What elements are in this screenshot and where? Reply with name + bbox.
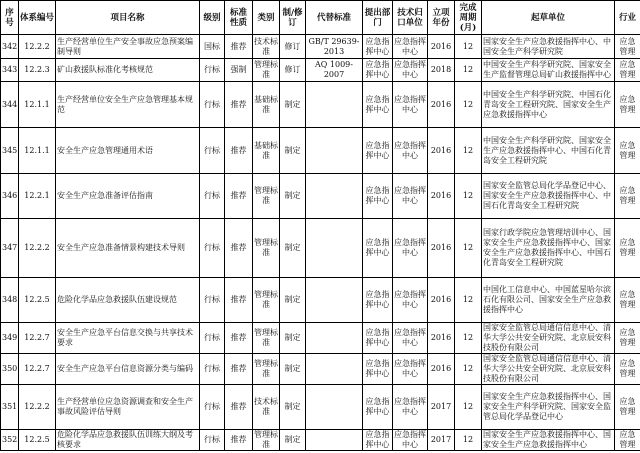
cell-action: 制定 bbox=[280, 385, 306, 430]
cell-code: 12.2.1 bbox=[19, 174, 56, 219]
cell-manager: 应急指挥中心 bbox=[393, 219, 428, 278]
cell-replace bbox=[306, 385, 363, 430]
cell-drafter: 国家安全监管总局化学品登记中心、国家安全生产应急救援指挥中心、中国石化青岛安全工程研究院 bbox=[482, 174, 615, 219]
cell-period: 12 bbox=[455, 128, 482, 174]
cell-industry: 应急管理 bbox=[615, 354, 640, 385]
cell-drafter: 国家安全监管总局通信信息中心、清华大学公共安全研究院、北京辰安科技股份有限公司 bbox=[482, 354, 615, 385]
table-row bbox=[1, 128, 640, 174]
cell-level: 行标 bbox=[200, 430, 225, 451]
cell-category: 管理标准 bbox=[253, 59, 280, 82]
cell-action: 制定 bbox=[280, 219, 306, 278]
cell-name: 生产经营单位安全生产应急管理基本规范 bbox=[56, 82, 200, 128]
cell-seq: 349 bbox=[1, 323, 19, 354]
cell-manager: 应急指挥中心 bbox=[393, 323, 428, 354]
cell-level: 行标 bbox=[200, 354, 225, 385]
header-manager: 技术归口单位 bbox=[393, 1, 428, 35]
table-row bbox=[1, 174, 640, 219]
cell-period: 12 bbox=[455, 174, 482, 219]
cell-proposer: 应急指挥中心 bbox=[363, 354, 393, 385]
cell-seq: 352 bbox=[1, 430, 19, 451]
cell-period: 12 bbox=[455, 59, 482, 82]
header-period: 完成周期(月) bbox=[455, 1, 482, 35]
cell-level: 行标 bbox=[200, 278, 225, 323]
cell-name: 安全生产应急平台信息交换与共享技术要求 bbox=[56, 323, 200, 354]
cell-period: 12 bbox=[455, 323, 482, 354]
cell-proposer: 应急指挥中心 bbox=[363, 385, 393, 430]
cell-name: 安全生产应急管理通用术语 bbox=[56, 128, 200, 174]
cell-proposer: 应急指挥中心 bbox=[363, 82, 393, 128]
cell-code: 12.1.1 bbox=[19, 82, 56, 128]
header-proposer: 提出部门 bbox=[363, 1, 393, 35]
cell-nature: 强制 bbox=[225, 59, 253, 82]
cell-seq: 343 bbox=[1, 59, 19, 82]
header-year: 立项年份 bbox=[428, 1, 455, 35]
cell-level: 行标 bbox=[200, 323, 225, 354]
cell-category: 管理标准 bbox=[253, 354, 280, 385]
cell-period: 12 bbox=[455, 354, 482, 385]
cell-replace: GB/T 29639-2013 bbox=[306, 35, 363, 59]
cell-year: 2017 bbox=[428, 385, 455, 430]
cell-drafter: 中国安全生产科学研究院、国家安全生产应急救援指挥中心、中国石化青岛安全工程研究院 bbox=[482, 128, 615, 174]
cell-industry: 应急管理 bbox=[615, 59, 640, 82]
cell-replace bbox=[306, 128, 363, 174]
cell-manager: 应急指挥中心 bbox=[394, 430, 426, 449]
cell-proposer: 应急指挥中心 bbox=[363, 128, 393, 174]
cell-drafter: 中国化工信息中心、中国蓝星哈尔滨石化有限公司、国家安全生产应急救援指挥中心 bbox=[482, 278, 615, 323]
cell-industry: 应急管理 bbox=[615, 278, 640, 323]
cell-seq: 346 bbox=[1, 174, 19, 219]
cell-action: 修订 bbox=[280, 35, 306, 59]
cell-nature: 推荐 bbox=[225, 128, 253, 174]
cell-level: 行标 bbox=[200, 82, 225, 128]
cell-code: 12.2.2 bbox=[19, 385, 56, 430]
header-industry: 行业 bbox=[615, 1, 640, 35]
cell-period: 12 bbox=[455, 278, 482, 323]
cell-nature: 推荐 bbox=[225, 354, 253, 385]
cell-code: 12.2.3 bbox=[19, 59, 56, 82]
cell-period: 12 bbox=[455, 430, 482, 451]
cell-name: 安全生产应急准备情景构建技术导则 bbox=[56, 219, 200, 278]
cell-drafter: 中国安全生产科学研究院、国家安全生产监督管理总局矿山救援指挥中心 bbox=[482, 59, 615, 82]
cell-year: 2016 bbox=[428, 35, 455, 59]
table-row bbox=[1, 219, 640, 278]
cell-code: 12.1.1 bbox=[19, 128, 56, 174]
cell-replace bbox=[306, 323, 363, 354]
header-seq: 序号 bbox=[1, 1, 19, 35]
cell-replace bbox=[306, 82, 363, 128]
cell-action: 制定 bbox=[280, 354, 306, 385]
cell-period: 12 bbox=[455, 35, 482, 59]
cell-industry: 应急管理 bbox=[615, 430, 640, 451]
cell-category: 管理标准 bbox=[253, 174, 280, 219]
cell-category: 基础标准 bbox=[253, 128, 280, 174]
cell-proposer: 应急指挥中心 bbox=[363, 174, 393, 219]
cell-proposer: 应急指挥中心 bbox=[363, 278, 393, 323]
table-row bbox=[1, 59, 640, 82]
cell-category: 技术标准 bbox=[253, 35, 280, 59]
table-row bbox=[1, 430, 640, 451]
cell-action: 制定 bbox=[280, 430, 306, 451]
cell-year: 2017 bbox=[428, 430, 455, 451]
cell-name: 危险化学品应急救援队伍训练大纲及考核要求 bbox=[56, 430, 200, 451]
cell-manager: 应急指挥中心 bbox=[393, 82, 428, 128]
cell-industry: 应急管理 bbox=[615, 174, 640, 219]
cell-level: 行标 bbox=[200, 59, 225, 82]
cell-year: 2018 bbox=[428, 59, 455, 82]
cell-nature: 推荐 bbox=[225, 430, 253, 451]
cell-action: 制定 bbox=[280, 174, 306, 219]
cell-proposer: 应急指挥中心 bbox=[363, 430, 393, 451]
cell-replace bbox=[306, 354, 363, 385]
header-drafter: 起草单位 bbox=[482, 1, 615, 35]
cell-year: 2016 bbox=[428, 278, 455, 323]
cell-category: 管理标准 bbox=[253, 278, 280, 323]
cell-drafter: 国家安全生产应急救援指挥中心、中国安全生产科学研究院 bbox=[482, 35, 615, 59]
cell-proposer: 应急指挥中心 bbox=[363, 323, 393, 354]
cell-name: 安全生产应急平台信息资源分类与编码 bbox=[56, 354, 200, 385]
cell-proposer: 应急指挥中心 bbox=[363, 219, 393, 278]
cell-replace bbox=[306, 174, 363, 219]
header-nature: 标准性质 bbox=[225, 1, 253, 35]
cell-year: 2016 bbox=[428, 174, 455, 219]
cell-replace: AQ 1009-2007 bbox=[306, 59, 363, 82]
cell-nature: 推荐 bbox=[225, 82, 253, 128]
cell-code: 12.2.5 bbox=[19, 278, 56, 323]
header-replace: 代替标准 bbox=[306, 1, 363, 35]
cell-replace bbox=[306, 219, 363, 278]
cell-category: 管理标准 bbox=[253, 323, 280, 354]
header-level: 级别 bbox=[200, 1, 225, 35]
cell-drafter: 中国安全生产科学研究院、中国石化青岛安全工程研究院、国家安全生产应急救援指挥中心 bbox=[482, 82, 615, 128]
cell-level: 行标 bbox=[200, 219, 225, 278]
cell-manager: 应急指挥中心 bbox=[393, 354, 428, 385]
cell-category: 管理标准 bbox=[254, 430, 278, 449]
cell-year: 2016 bbox=[428, 323, 455, 354]
table-row bbox=[1, 323, 640, 354]
cell-drafter: 国家行政学院应急管理培训中心、国家安全生产应急救援指挥中心、国家安全生产应急救援指挥中心、中国石化青岛安全工程研究院 bbox=[482, 219, 615, 278]
header-code: 体系编号 bbox=[19, 1, 56, 35]
cell-nature: 推荐 bbox=[225, 278, 253, 323]
cell-name: 生产经营单位应急资源调查和安全生产事故风险评估导则 bbox=[56, 385, 200, 430]
header-category: 类别 bbox=[253, 1, 280, 35]
cell-code: 12.2.7 bbox=[19, 323, 56, 354]
cell-action: 制定 bbox=[280, 278, 306, 323]
cell-replace bbox=[306, 278, 363, 323]
cell-code: 12.2.7 bbox=[19, 354, 56, 385]
cell-nature: 推荐 bbox=[225, 323, 253, 354]
header-name: 项目名称 bbox=[56, 1, 200, 35]
table-row bbox=[1, 354, 640, 385]
cell-industry: 应急管理 bbox=[615, 323, 640, 354]
cell-manager: 应急指挥中心 bbox=[393, 128, 428, 174]
cell-proposer: 应急指挥中心 bbox=[363, 59, 393, 82]
cell-code: 12.2.2 bbox=[19, 219, 56, 278]
cell-seq: 351 bbox=[1, 385, 19, 430]
cell-drafter: 国家安全生产应急救援指挥中心、国家安全生产科学研究院、国家安全监管总局化学品登记中心 bbox=[482, 385, 615, 430]
cell-level: 行标 bbox=[200, 128, 225, 174]
header-row bbox=[1, 1, 640, 35]
cell-seq: 344 bbox=[1, 82, 19, 128]
cell-industry: 应急管理 bbox=[615, 35, 640, 59]
cell-industry: 应急管理 bbox=[615, 128, 640, 174]
cell-name: 矿山救援队标准化考核规范 bbox=[56, 59, 200, 82]
cell-seq: 342 bbox=[1, 35, 19, 59]
cell-category: 基础标准 bbox=[253, 82, 280, 128]
cell-nature: 推荐 bbox=[225, 219, 253, 278]
cell-industry: 应急管理 bbox=[615, 385, 640, 430]
cell-drafter: 国家安全监管总局通信信息中心、清华大学公共安全研究院、北京辰安科技股份有限公司 bbox=[482, 323, 615, 354]
cell-drafter: 国家安全生产应急救援指挥中心、国家安全生产应急救援指挥中心 bbox=[482, 430, 615, 451]
cell-year: 2016 bbox=[428, 82, 455, 128]
cell-category: 技术标准 bbox=[253, 385, 280, 430]
cell-level: 国标 bbox=[200, 35, 225, 59]
cell-period: 12 bbox=[455, 82, 482, 128]
cell-name: 安全生产应急准备评估指南 bbox=[56, 174, 200, 219]
cell-action: 制定 bbox=[280, 323, 306, 354]
cell-seq: 347 bbox=[1, 219, 19, 278]
cell-manager: 应急指挥中心 bbox=[393, 385, 428, 430]
cell-nature: 推荐 bbox=[225, 174, 253, 219]
cell-nature: 推荐 bbox=[225, 35, 253, 59]
cell-level: 行标 bbox=[200, 385, 225, 430]
cell-action: 修订 bbox=[280, 59, 306, 82]
cell-seq: 345 bbox=[1, 128, 19, 174]
cell-manager: 应急指挥中心 bbox=[393, 278, 428, 323]
cell-industry: 应急管理 bbox=[615, 219, 640, 278]
cell-manager: 应急指挥中心 bbox=[393, 174, 428, 219]
cell-level: 行标 bbox=[200, 174, 225, 219]
cell-name: 危险化学品应急救援队伍建设规范 bbox=[56, 278, 200, 323]
cell-action: 制定 bbox=[280, 128, 306, 174]
cell-seq: 348 bbox=[1, 278, 19, 323]
cell-period: 12 bbox=[455, 385, 482, 430]
cell-name: 生产经营单位生产安全事故应急预案编制导则 bbox=[56, 35, 200, 59]
cell-seq: 350 bbox=[1, 354, 19, 385]
header-action: 制/修订 bbox=[280, 1, 306, 35]
cell-nature: 推荐 bbox=[225, 385, 253, 430]
cell-period: 12 bbox=[455, 219, 482, 278]
cell-year: 2016 bbox=[428, 219, 455, 278]
cell-year: 2016 bbox=[428, 354, 455, 385]
cell-manager: 应急指挥中心 bbox=[393, 35, 428, 59]
table-row bbox=[1, 385, 640, 430]
cell-manager: 应急指挥中心 bbox=[393, 59, 428, 82]
table-row bbox=[1, 35, 640, 59]
cell-industry: 应急管理 bbox=[615, 82, 640, 128]
table-row bbox=[1, 278, 640, 323]
cell-replace bbox=[306, 430, 363, 451]
cell-action: 制定 bbox=[280, 82, 306, 128]
cell-year: 2016 bbox=[428, 128, 455, 174]
cell-category: 管理标准 bbox=[253, 219, 280, 278]
cell-code: 12.2.5 bbox=[19, 430, 56, 451]
cell-code: 12.2.2 bbox=[19, 35, 56, 59]
cell-proposer: 应急指挥中心 bbox=[363, 35, 393, 59]
table-row bbox=[1, 82, 640, 128]
